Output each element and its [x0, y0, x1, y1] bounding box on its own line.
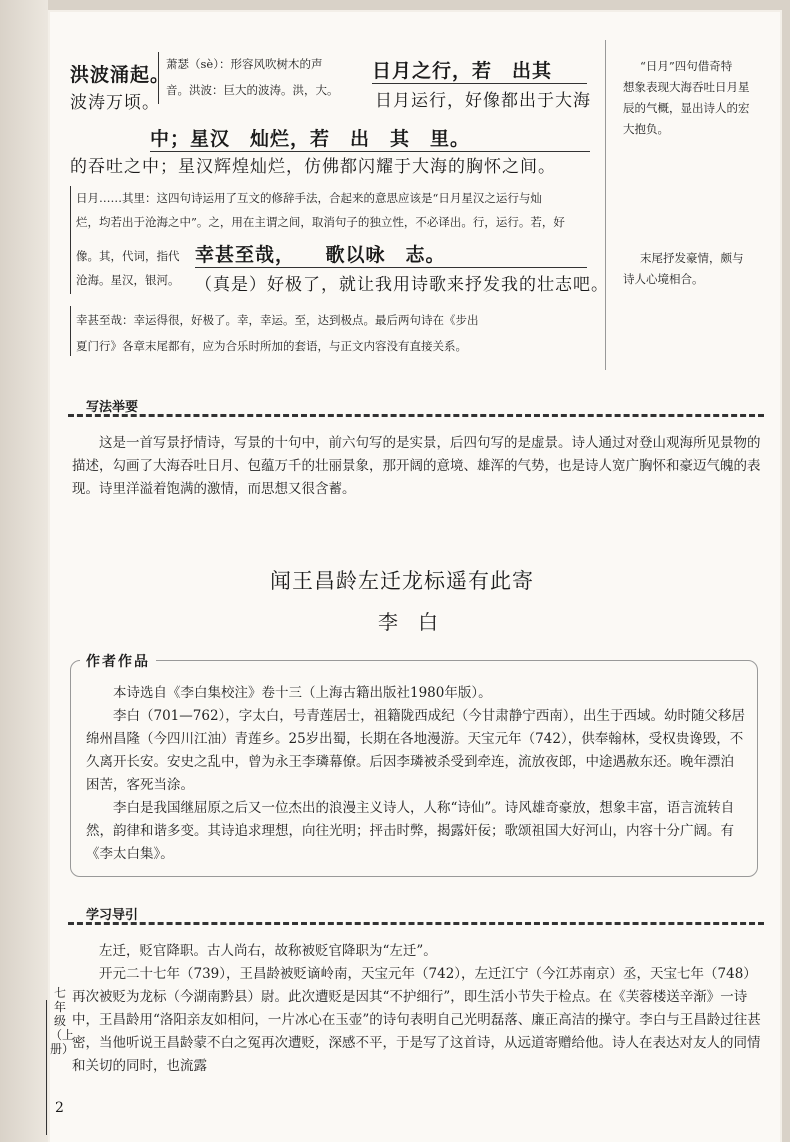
note-riyue-1: 日月……其里：这四句诗运用了互文的修辞手法，合起来的意思应该是“日月星汉之运行与灿	[76, 191, 542, 205]
side-note-2-l2: 诗人心境相合。	[623, 272, 704, 286]
poem-line-2: 日月之行，若 出其	[372, 56, 587, 84]
note-xiaose-1: 萧瑟（sè）：形容风吹树木的声	[166, 57, 323, 71]
daoyin-paragraphs	[72, 940, 762, 1078]
poem-line-1: 洪波涌起。	[70, 64, 171, 86]
section-title-xiefa: 写法举要	[86, 400, 139, 415]
poem-author: 李 白	[378, 610, 438, 634]
trans-line-3: 的吞吐之中；星汉辉煌灿烂，仿佛都闪耀于大海的胸怀之间。	[70, 157, 556, 177]
section-divider-xiefa	[68, 414, 764, 417]
note-box-riyue	[70, 186, 71, 294]
xiefa-paragraph	[72, 432, 762, 501]
frame-right	[782, 0, 790, 1142]
section-title-daoyin: 学习导引	[86, 908, 139, 923]
author-p2: 李白（701—762），字太白，号青莲居士，祖籍陇西成纪（今甘肃静宁西南），出生于西域。幼时随父移居绵州昌隆（今四川江油）青莲乡。25岁出蜀，长期在各地漫游。天宝元年（742），供奉翰林，受权贵谗毁，不久离开长安。安史之乱中，曾为永王李璘幕僚。后因李璘被杀受到牵连，流放夜郎，中途遇赦东还。晚年漂泊困苦，客死当涂。	[86, 708, 746, 793]
author-paragraphs	[86, 682, 746, 866]
side-note-1-l1: “日月”四句借奇特	[640, 59, 733, 73]
frame-top	[0, 0, 790, 10]
trans-line-1: 波涛万顷。	[70, 93, 160, 113]
note-box-xiaose	[158, 52, 159, 104]
daoyin-p2: 开元二十七年（739），王昌龄被贬谪岭南，天宝元年（742），左迁江宁（今江苏南京）丞，天宝七年（748）再次被贬为龙标（今湖南黔县）尉。此次遭贬是因其“不护细行”，即生活小节失于检点。在《芙蓉楼送辛渐》一诗中，王昌龄用“洛阳亲友如相问，一片冰心在玉壶”的诗句表明自己光明磊落、廉正高洁的操守。李白与王昌龄过往甚密，当他听说王昌龄蒙不白之冤再次遭贬，深感不平，于是写了这首诗，从远道寄赠给他。诗人在表达对友人的同情和关切的同时，也流露	[72, 966, 761, 1074]
side-note-1-l3: 辰的气概，显出诗人的宏	[623, 101, 750, 115]
xiefa-text: 这是一首写景抒情诗，写景的十句中，前六句写的是实景，后四句写的是虚景。诗人通过对登山观海所见景物的描述，勾画了大海吞吐日月、包蕴万千的壮丽景象，那开阔的意境、雄浑的气势，也是诗人宽广胸怀和豪迈气魄的表现。诗里洋溢着饱满的激情，而思想又很含蓄。	[72, 435, 761, 497]
frame-left	[0, 0, 48, 1142]
page-number: 2	[55, 1100, 64, 1116]
author-p3: 李白是我国继屈原之后又一位杰出的浪漫主义诗人，人称“诗仙”。诗风雄奇豪放，想象丰富，语言流转自然，韵律和谐多变。其诗追求理想，向往光明；抨击时弊，揭露奸佞；歌颂祖国大好河山，内容十分广阔。有《李太白集》。	[86, 800, 735, 862]
note-riyue-2: 烂，均若出于沧海之中”。之，用在主谓之间，取消句子的独立性，不必译出。行，运行。若，好	[76, 215, 565, 229]
trans-line-4: （真是）好极了，就让我用诗歌来抒发我的壮志吧。	[195, 275, 609, 295]
poem-line-4: 幸甚至哉， 歌以咏 志。	[195, 240, 587, 268]
trans-line-2: 日月运行，好像都出于大海	[375, 91, 591, 111]
note-xiaose-2: 音。洪波：巨大的波涛。洪，大。	[166, 83, 339, 97]
section-divider-daoyin	[68, 922, 764, 925]
poem-line-3: 中；星汉 灿烂，若 出 其 里。	[150, 124, 590, 152]
note-riyue-4: 沧海。星汉，银河。	[76, 273, 180, 287]
side-note-1-l2: 想象表现大海吞吐日月星	[623, 80, 750, 94]
note-xingshen-2: 夏门行》各章末尾都有，应为合乐时所加的套语，与正文内容没有直接关系。	[76, 339, 467, 353]
note-xingshen-1: 幸甚至哉：幸运得很，好极了。幸，幸运。至，达到极点。最后两句诗在《步出	[76, 313, 479, 327]
side-divider	[605, 40, 606, 370]
note-box-xingshen	[70, 306, 71, 356]
margin-bar	[46, 1000, 47, 1135]
daoyin-p1: 左迁，贬官降职。古人尚右，故称被贬官降职为“左迁”。	[99, 943, 437, 959]
author-section-label: 作者作品	[80, 651, 156, 671]
author-p1: 本诗选自《李白集校注》卷十三（上海古籍出版社1980年版）。	[113, 685, 492, 701]
note-riyue-3: 像。其，代词，指代	[76, 249, 180, 263]
grade-tab: 七年级（上册）	[50, 986, 75, 1056]
side-note-2-l1: 末尾抒发豪情，颇与	[640, 251, 744, 265]
side-note-1-l4: 大抱负。	[623, 122, 669, 136]
poem-title: 闻王昌龄左迁龙标遥有此寄	[270, 569, 534, 593]
